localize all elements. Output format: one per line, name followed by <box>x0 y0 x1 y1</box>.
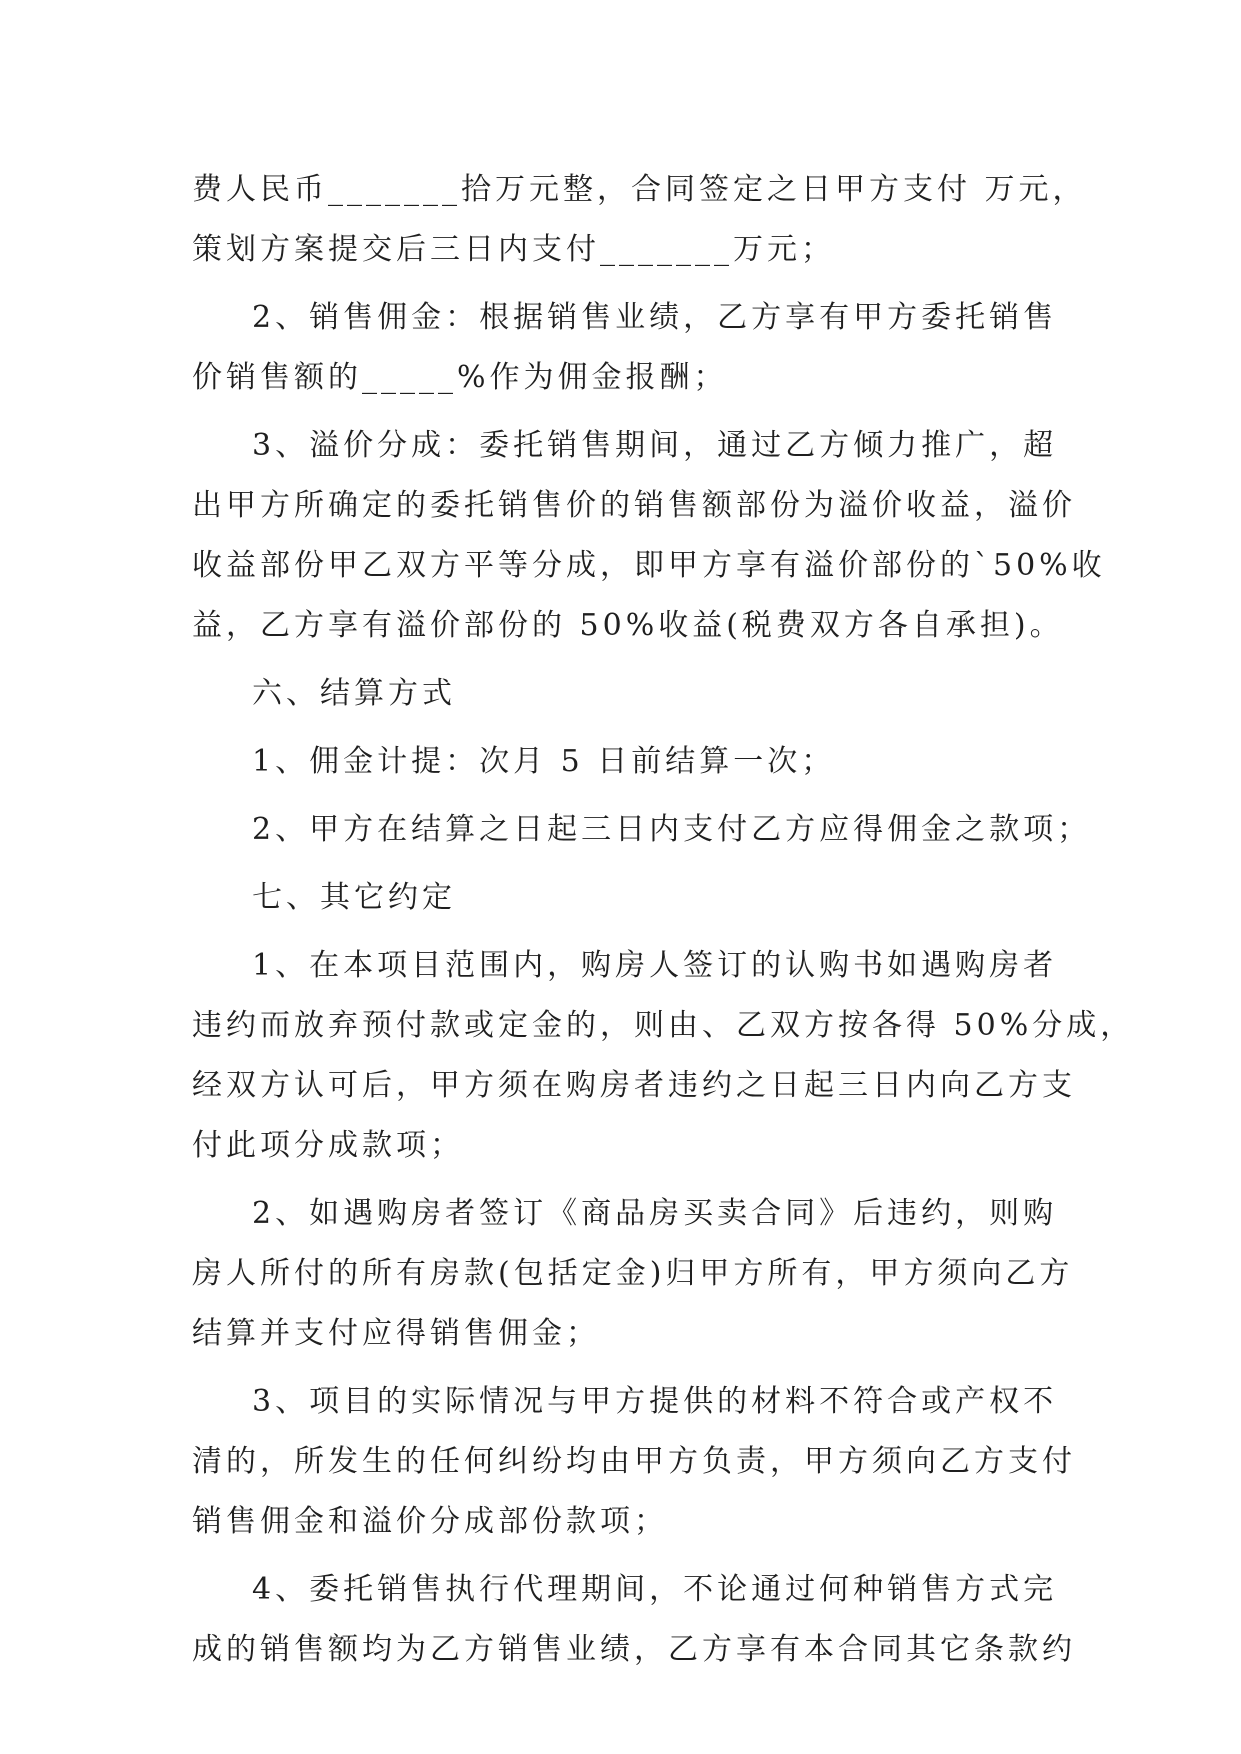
text-line: 房人所付的所有房款(包括定金)归甲方所有，甲方须向乙方 <box>192 1256 1074 1291</box>
paragraph-payment-timing <box>192 800 1092 860</box>
section-heading: 六、结算方式 <box>252 676 456 711</box>
text-line: 出甲方所确定的委托销售价的销售额部份为溢价收益，溢价 <box>192 488 1076 523</box>
text-line: 益，乙方享有溢价部份的 50%收益(税费双方各自承担)。 <box>192 608 1064 643</box>
paragraph-other-term-2 <box>192 1184 1072 1364</box>
text-line: 2、甲方在结算之日起三日内支付乙方应得佣金之款项； <box>252 812 1092 847</box>
text-line: 付此项分成款项； <box>192 1128 464 1163</box>
text-line: 清的，所发生的任何纠纷均由甲方负责，甲方须向乙方支付 <box>192 1444 1076 1479</box>
section-heading-settlement <box>192 664 1072 724</box>
text-line: 成的销售额均为乙方销售业绩，乙方享有本合同其它条款约 <box>192 1632 1076 1667</box>
paragraph-other-term-3 <box>192 1372 1076 1552</box>
text-line: 3、项目的实际情况与甲方提供的材料不符合或产权不 <box>252 1384 1058 1419</box>
paragraph-premium-sharing <box>192 416 1106 656</box>
text-line: 收益部份甲乙双方平等分成，即甲方享有溢价部份的`50%收 <box>192 548 1106 583</box>
paragraph-service-fee <box>192 160 1087 280</box>
text-line: 4、委托销售执行代理期间，不论通过何种销售方式完 <box>252 1572 1058 1607</box>
text-line: 违约而放弃预付款或定金的，则由、乙双方按各得 50%分成， <box>192 1008 1135 1043</box>
text-line: 策划方案提交后三日内支付_______万元； <box>192 232 835 267</box>
text-line: 费人民币_______拾万元整，合同签定之日甲方支付 万元， <box>192 172 1087 207</box>
text-line: 销售佣金和溢价分成部份款项； <box>192 1504 668 1539</box>
text-line: 2、销售佣金：根据销售业绩，乙方享有甲方委托销售 <box>252 300 1058 335</box>
document-body <box>192 160 1135 1680</box>
text-line: 1、在本项目范围内，购房人签订的认购书如遇购房者 <box>252 948 1058 983</box>
text-line: 结算并支付应得销售佣金； <box>192 1316 600 1351</box>
section-heading-other-terms <box>192 868 1072 928</box>
paragraph-other-term-4 <box>192 1560 1076 1680</box>
paragraph-commission-accrual <box>192 732 1072 792</box>
text-line: 经双方认可后，甲方须在购房者违约之日起三日内向乙方支 <box>192 1068 1076 1103</box>
paragraph-sales-commission <box>192 288 1072 408</box>
text-line: 2、如遇购房者签订《商品房买卖合同》后违约，则购 <box>252 1196 1058 1231</box>
text-line: 价销售额的_____%作为佣金报酬； <box>192 360 728 395</box>
section-heading: 七、其它约定 <box>252 880 456 915</box>
paragraph-other-term-1 <box>192 936 1135 1176</box>
text-line: 3、溢价分成：委托销售期间，通过乙方倾力推广，超 <box>252 428 1058 463</box>
text-line: 1、佣金计提：次月 5 日前结算一次； <box>252 744 836 779</box>
